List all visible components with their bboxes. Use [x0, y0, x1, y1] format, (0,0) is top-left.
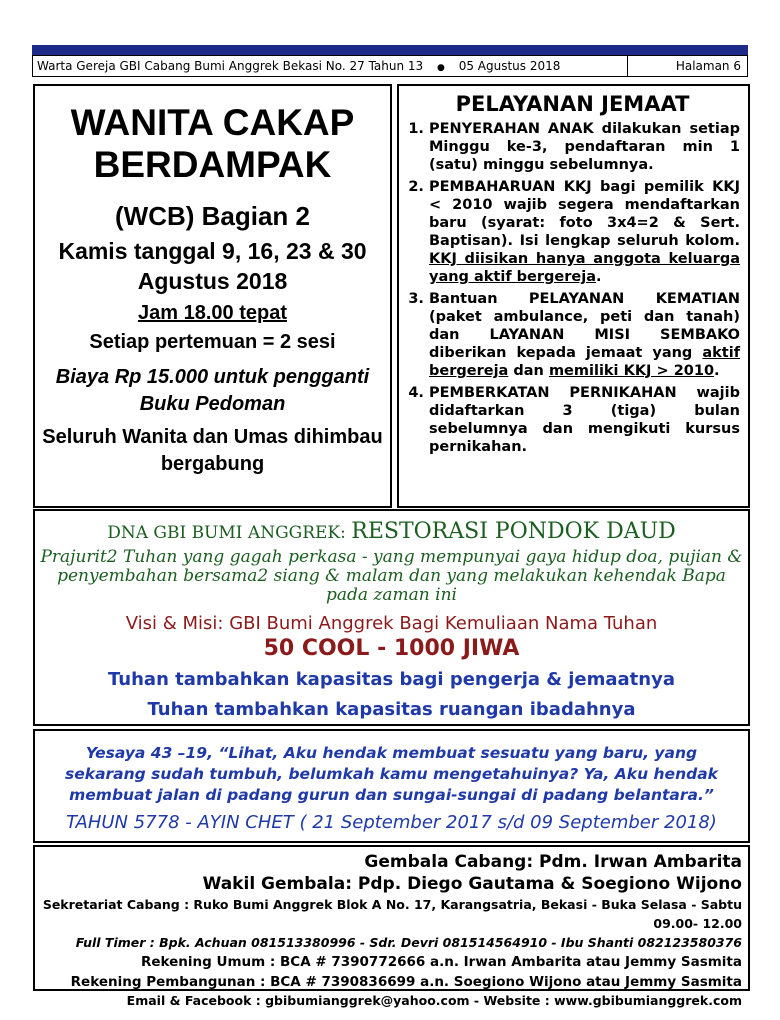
dna-prefix: DNA GBI BUMI ANGGREK:: [107, 523, 346, 543]
prayer-line-2: Tuhan tambahkan kapasitas ruangan ibadahnya: [147, 699, 636, 720]
bible-verse: Yesaya 43 –19, “Lihat, Aku hendak membuat sesuatu yang baru, yang sekarang sudah tumbuh, belumkah kamu mengetahuinya? Ya, Aku hendak membuat jalan di padang gurun dan sungai-sungai di padang belantara.”: [65, 744, 718, 804]
bullet-icon: ●: [437, 63, 445, 73]
account-building: Rekening Pembangunan : BCA # 7390836699 a.n. Soegiono Wijono atau Jemmy Sasmita: [70, 974, 742, 990]
service-item-funeral-aid: 3. Bantuan PELAYANAN KEMATIAN (paket ambulance, peti dan tanah) dan LAYANAN MISI SEMBAKO diberikan kepada jemaat yang aktif bergereja dan memiliki KKJ > 2010.: [429, 290, 740, 380]
header-date: 05 Agustus 2018: [458, 59, 561, 73]
event-time: Jam 18.00 tepat: [138, 302, 287, 324]
prayer-line-1: Tuhan tambahkan kapasitas bagi pengerja & jemaatnya: [108, 669, 675, 690]
service-box: [397, 84, 750, 508]
account-general: Rekening Umum : BCA # 7390772666 a.n. Irwan Ambarita atau Jemmy Sasmita: [140, 954, 742, 970]
service-list: [405, 120, 740, 456]
event-sessions: Setiap pertemuan = 2 sesi: [89, 331, 336, 353]
secretariat-line: Sekretariat Cabang : Ruko Bumi Anggrek Blok A No. 17, Karangsatria, Bekasi - Buka Selasa - Sabtu 09.00- 12.00: [42, 897, 742, 931]
service-item-child-dedication: 1. PENYERAHAN ANAK dilakukan setiap Minggu ke-3, pendaftaran min 1 (satu) minggu sebelumnya.: [429, 120, 740, 174]
event-title-line2: BERDAMPAK: [93, 144, 332, 185]
vice-pastor-line: Wakil Gembala: Pdp. Diego Gautama & Soegiono Wijono: [202, 874, 742, 894]
page-number: Halaman 6: [627, 56, 747, 76]
event-dates: Kamis tanggal 9, 16, 23 & 30 Agustus 2018: [58, 238, 367, 294]
dna-paragraph: Prajurit2 Tuhan yang gagah perkasa - yang mempunyai gaya hidup doa, pujian & penyembahan bersama2 siang & malam dan yang melakukan kehendak Bapa pada zaman ini: [40, 547, 743, 605]
pastor-line: Gembala Cabang: Pdm. Irwan Ambarita: [364, 852, 742, 872]
event-title-line1: WANITA CAKAP: [70, 102, 355, 143]
service-title: PELAYANAN JEMAAT: [455, 92, 690, 116]
event-box: [33, 84, 392, 508]
cool-target: 50 COOL - 1000 JIWA: [263, 636, 520, 661]
header-title: Warta Gereja GBI Cabang Bumi Anggrek Bekasi No. 27 Tahun 13: [37, 59, 424, 73]
contact-box: [33, 845, 750, 1008]
fulltimer-line: Full Timer : Bpk. Achuan 081513380996 - Sdr. Devri 081514564910 - Ibu Shanti 082123580376: [75, 935, 742, 950]
service-item-wedding: 4. PEMBERKATAN PERNIKAHAN wajib didaftarkan 3 (tiga) bulan sebelumnya dan mengikuti kursus pernikahan.: [429, 384, 740, 456]
vision-mission: Visi & Misi: GBI Bumi Anggrek Bagi Kemuliaan Nama Tuhan: [125, 613, 658, 634]
service-item-kkj-renewal: 2. PEMBAHARUAN KKJ bagi pemilik KKJ < 2010 wajib segera mendaftarkan baru (syarat: foto 3x4=2 & Sert. Baptisan). Isi lengkap seluruh kolom. KKJ diisikan hanya anggota keluarga yang aktif bergereja.: [429, 178, 740, 286]
event-invite: Seluruh Wanita dan Umas dihimbau bergabung: [42, 426, 383, 475]
top-color-bar: [32, 45, 748, 55]
page-header: [32, 55, 748, 77]
event-subtitle: (WCB) Bagian 2: [115, 201, 310, 231]
verse-box: [33, 729, 750, 843]
year-line: TAHUN 5778 - AYIN CHET ( 21 September 2017 s/d 09 September 2018): [66, 812, 717, 833]
header-info: [33, 59, 627, 73]
dna-heading: [35, 519, 748, 544]
dna-box: [33, 509, 750, 726]
email-website-line: Email & Facebook : gbibumianggrek@yahoo.com - Website : www.gbibumianggrek.com: [126, 993, 742, 1008]
kkj-note: KKJ diisikan hanya anggota keluarga yang aktif bergereja: [429, 251, 740, 285]
dna-headline: RESTORASI PONDOK DAUD: [351, 519, 676, 544]
event-cost: Biaya Rp 15.000 untuk pengganti Buku Pedoman: [55, 366, 370, 415]
